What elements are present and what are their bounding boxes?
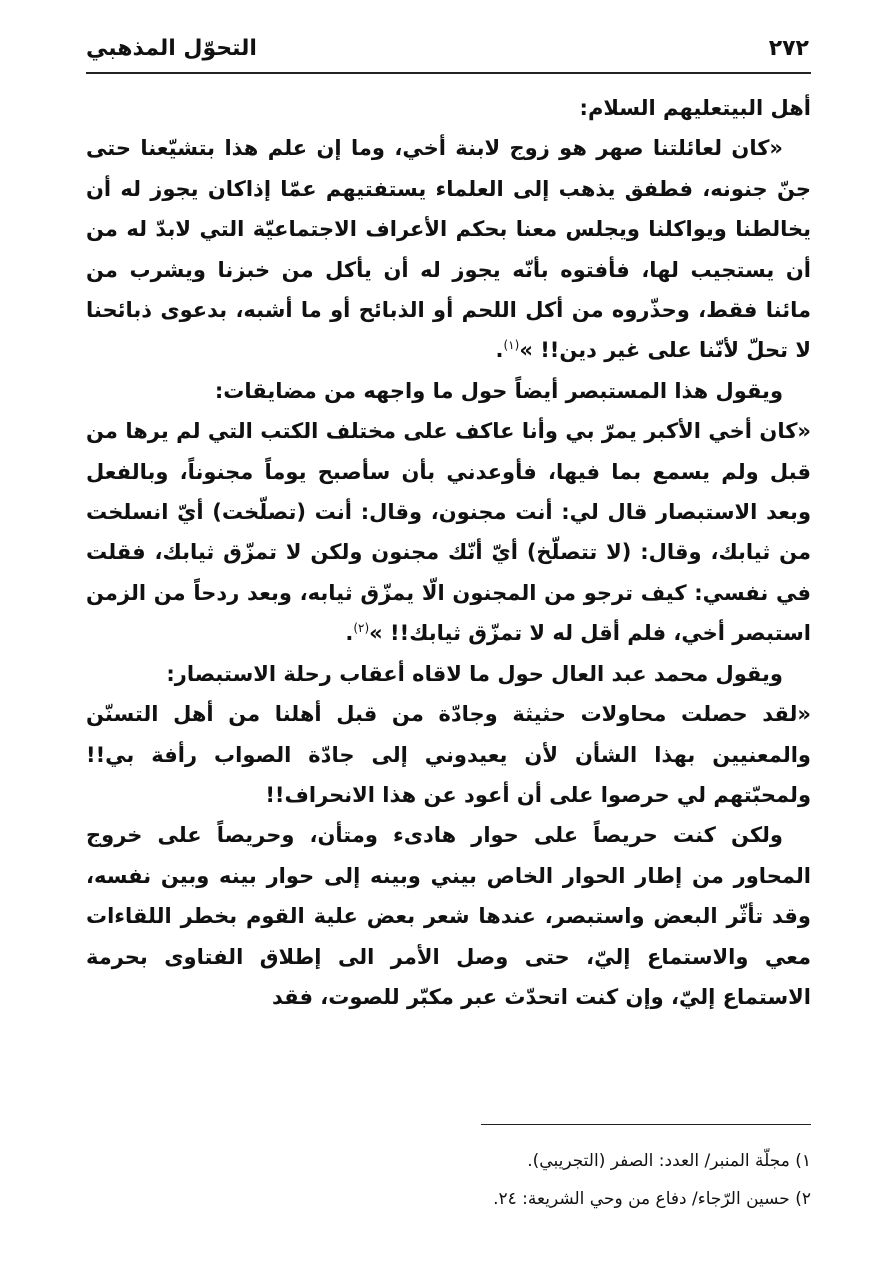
quote-paragraph-3: «لقد حصلت محاولات حثيثة وجادّة من قبل أهلنا من أهل التسنّن والمعنيين بهذا الشأن لأن يعيدوني إلى جادّة الصواب رأفة بي!! ولمحبّتهم لي حرصوا على أن أعود عن هذا الانحراف!! — [86, 702, 811, 807]
paragraph-1: أهل البيتعليهم السلام: — [579, 96, 811, 120]
main-text — [86, 88, 811, 1017]
running-header — [86, 30, 811, 74]
page-number: ٢٧٢ — [768, 36, 809, 61]
footnote-1: ١) مجلّة المنبر/ العدد: الصفر (التجريبي). — [527, 1151, 811, 1171]
quote-paragraph-2: «كان أخي الأكبر يمرّ بي وأنا عاكف على مختلف الكتب التي لم يرها من قبل ولم يسمع بما فيها، فأوعدني بأن سأصبح يوماً مجنوناً، وبالفعل وبعد الاستبصار قال لي: أنت مجنون، وقال: أنت (تصلّخت) أيّ انسلخت من ثيابك، وقال: (لا تتصلّخ) أيّ أنّك مجنون ولكن لا تمزّق ثيابك، فقلت في نفسي: كيف ترجو من المجنون الّا يمزّق ثيابه، وبعد ردحاً من الزمن استبصر أخي، فلم أقل له لا تمزّق ثيابك!! »$^{(٢)}$. — [86, 419, 811, 646]
footnote-marker-1: (١) — [503, 338, 520, 353]
footnote-marker-2: (٢) — [353, 621, 370, 636]
quote-text-1: «كان لعائلتنا صهر هو زوج لابنة أخي، وما إن علم هذا بتشيّعنا حتى جنّ جنونه، فطفق يذهب إلى العلماء يستفتيهم عمّا إذاكان يجوز له أن يخالطنا ويواكلنا ويجلس معنا بحكم الأعراف الاجتماعيّة التي لابدّ له من أن يستجيب لها، فأفتوه بأنّه يجوز له أن يأكل من خبزنا ويشرب من مائنا فقط، وحذّروه من أكل اللحم أو الذبائح أو ما أشبه، بدعوى ذبائحنا لا تحلّ لأنّنا على غير دين!! » — [86, 136, 811, 363]
paragraph-5: ويقول محمد عبد العال حول ما لاقاه أعقاب رحلة الاستبصار: — [166, 661, 783, 686]
footnote-2: ٢) حسين الرّجاء/ دفاع من وحي الشريعة: ٢٤. — [493, 1189, 811, 1209]
running-title: التحوّل المذهبي — [86, 36, 257, 61]
footnotes — [86, 1142, 811, 1218]
footnote-divider — [481, 1124, 811, 1125]
quote-text-2: «كان أخي الأكبر يمرّ بي وأنا عاكف على مختلف الكتب التي لم يرها من قبل ولم يسمع بما فيها، فأوعدني بأن سأصبح يوماً مجنوناً، وبالفعل وبعد الاستبصار قال لي: أنت مجنون، وقال: أنت (تصلّخت) أيّ انسلخت من ثيابك، وقال: (لا تتصلّخ) أيّ أنّك مجنون ولكن لا تمزّق ثيابك، فقلت في نفسي: كيف ترجو من المجنون الّا يمزّق ثيابه، وبعد ردحاً من الزمن استبصر أخي، فلم أقل له لا تمزّق ثيابك!! » — [86, 419, 811, 646]
paragraph-7: ولكن كنت حريصاً على حوار هادىء ومتأن، وحريصاً على خروج المحاور من إطار الحوار الخاص بيني وبينه إلى حوار بينه وبين نفسه، وقد تأثّر البعض واستبصر، عندها شعر بعض علية القوم بخطر اللقاءات معي والاستماع إليّ، حتى وصل الأمر الى إطلاق الفتاوى بحرمة الاستماع إليّ، وإن كنت اتحدّث عبر مكبّر للصوت، فقد — [86, 823, 811, 1009]
quote-paragraph-1: «كان لعائلتنا صهر هو زوج لابنة أخي، وما إن علم هذا بتشيّعنا حتى جنّ جنونه، فطفق يذهب إلى العلماء يستفتيهم عمّا إذاكان يجوز له أن يخالطنا ويواكلنا ويجلس معنا بحكم الأعراف الاجتماعيّة التي لابدّ له من أن يستجيب لها، فأفتوه بأنّه يجوز له أن يأكل من خبزنا ويشرب من مائنا فقط، وحذّروه من أكل اللحم أو الذبائح أو ما أشبه، بدعوى ذبائحنا لا تحلّ لأنّنا على غير دين!! »$^{(١)}$. — [86, 136, 811, 363]
paragraph-3: ويقول هذا المستبصر أيضاً حول ما واجهه من مضايقات: — [214, 378, 783, 403]
